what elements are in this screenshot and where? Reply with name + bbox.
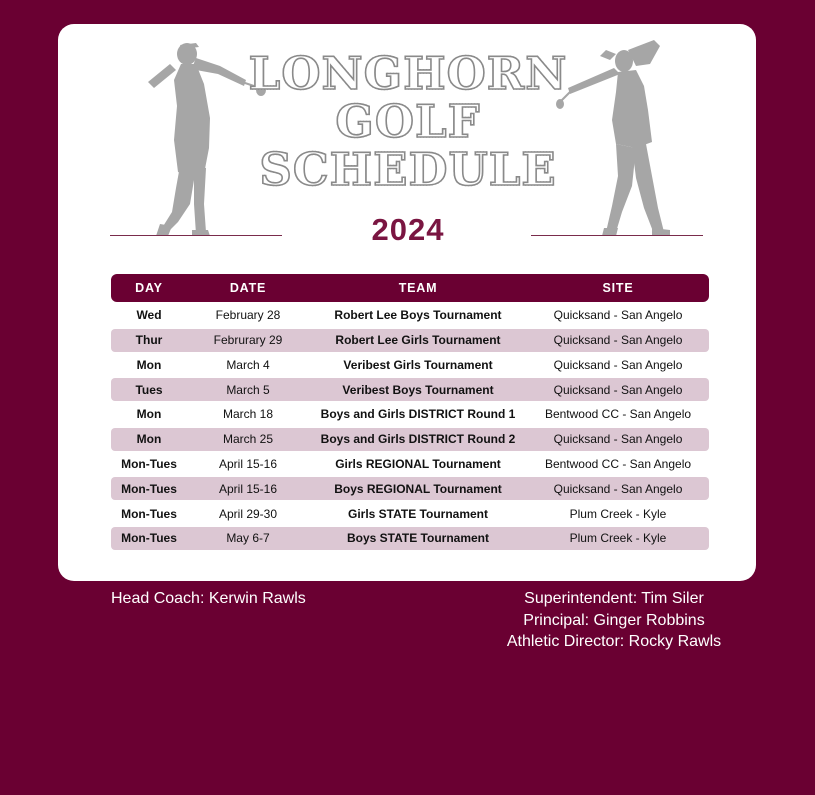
- cell-site: Quicksand - San Angelo: [553, 308, 683, 323]
- cell-site: Quicksand - San Angelo: [553, 333, 683, 348]
- cell-date: April 15-16: [218, 457, 278, 472]
- cell-team: Boys and Girls DISTRICT Round 2: [320, 432, 516, 447]
- cell-day: Mon: [136, 407, 162, 422]
- title-line: GOLF: [335, 95, 481, 148]
- schedule-table: [111, 274, 709, 550]
- table-row: [111, 329, 709, 352]
- cell-team: Girls REGIONAL Tournament: [335, 457, 501, 472]
- title-line: LONGHORN: [248, 47, 568, 100]
- cell-site: Quicksand - San Angelo: [553, 481, 683, 496]
- table-row: [111, 527, 709, 550]
- cell-day: Thur: [135, 333, 163, 348]
- cell-date: March 4: [226, 357, 270, 372]
- cell-team: Robert Lee Boys Tournament: [334, 308, 502, 323]
- table-header: [111, 274, 709, 302]
- header-day: DAY: [135, 281, 163, 295]
- cell-day: Tues: [135, 382, 163, 397]
- cell-date: February 28: [215, 308, 281, 323]
- cell-site: Quicksand - San Angelo: [553, 382, 683, 397]
- cell-team: Robert Lee Girls Tournament: [335, 333, 501, 348]
- cell-day: Mon: [136, 357, 162, 372]
- cell-site: Quicksand - San Angelo: [553, 432, 683, 447]
- cell-date: March 18: [222, 407, 274, 422]
- cell-site: Plum Creek - Kyle: [569, 531, 667, 546]
- cell-team: Boys STATE Tournament: [346, 531, 489, 546]
- divider-right: [531, 235, 703, 236]
- title-line: SCHEDULE: [259, 143, 557, 196]
- schedule-card: [58, 24, 756, 581]
- season-year: 2024: [371, 212, 445, 247]
- principal-credit: Principal: Ginger Robbins: [523, 611, 705, 629]
- cell-site: Bentwood CC - San Angelo: [544, 407, 692, 422]
- cell-date: Februrary 29: [213, 333, 283, 348]
- table-row: [111, 403, 709, 426]
- superintendent-credit: Superintendent: Tim Siler: [524, 590, 704, 607]
- cell-team: Veribest Boys Tournament: [342, 382, 494, 397]
- head-coach-credit: Head Coach: Kerwin Rawls: [111, 590, 306, 607]
- table-row: [111, 453, 709, 476]
- athletic-director-credit: Athletic Director: Rocky Rawls: [506, 633, 722, 650]
- header-team: TEAM: [398, 281, 438, 295]
- cell-team: Boys and Girls DISTRICT Round 1: [320, 407, 516, 422]
- cell-day: Mon-Tues: [121, 481, 177, 496]
- header-site: SITE: [602, 281, 634, 295]
- cell-day: Wed: [136, 308, 162, 323]
- cell-date: April 29-30: [218, 506, 278, 521]
- table-row: [111, 428, 709, 451]
- table-row: [111, 378, 709, 401]
- staff-credits: [480, 588, 748, 653]
- cell-site: Plum Creek - Kyle: [569, 506, 667, 521]
- cell-day: Mon: [136, 432, 162, 447]
- cell-date: March 5: [226, 382, 270, 397]
- table-row: [111, 353, 709, 376]
- cell-site: Bentwood CC - San Angelo: [544, 457, 692, 472]
- cell-day: Mon-Tues: [121, 531, 177, 546]
- cell-date: May 6-7: [226, 531, 270, 546]
- cell-site: Quicksand - San Angelo: [553, 357, 683, 372]
- header-date: DATE: [229, 281, 267, 295]
- cell-team: Veribest Girls Tournament: [343, 357, 493, 372]
- cell-team: Girls STATE Tournament: [347, 506, 488, 521]
- cell-day: Mon-Tues: [121, 457, 177, 472]
- cell-date: April 15-16: [218, 481, 278, 496]
- table-row: [111, 304, 709, 327]
- cell-date: March 25: [222, 432, 274, 447]
- table-row: [111, 502, 709, 525]
- cell-team: Boys REGIONAL Tournament: [334, 481, 502, 496]
- page-title: [208, 47, 608, 196]
- cell-day: Mon-Tues: [121, 506, 177, 521]
- table-row: [111, 477, 709, 500]
- divider-left: [110, 235, 282, 236]
